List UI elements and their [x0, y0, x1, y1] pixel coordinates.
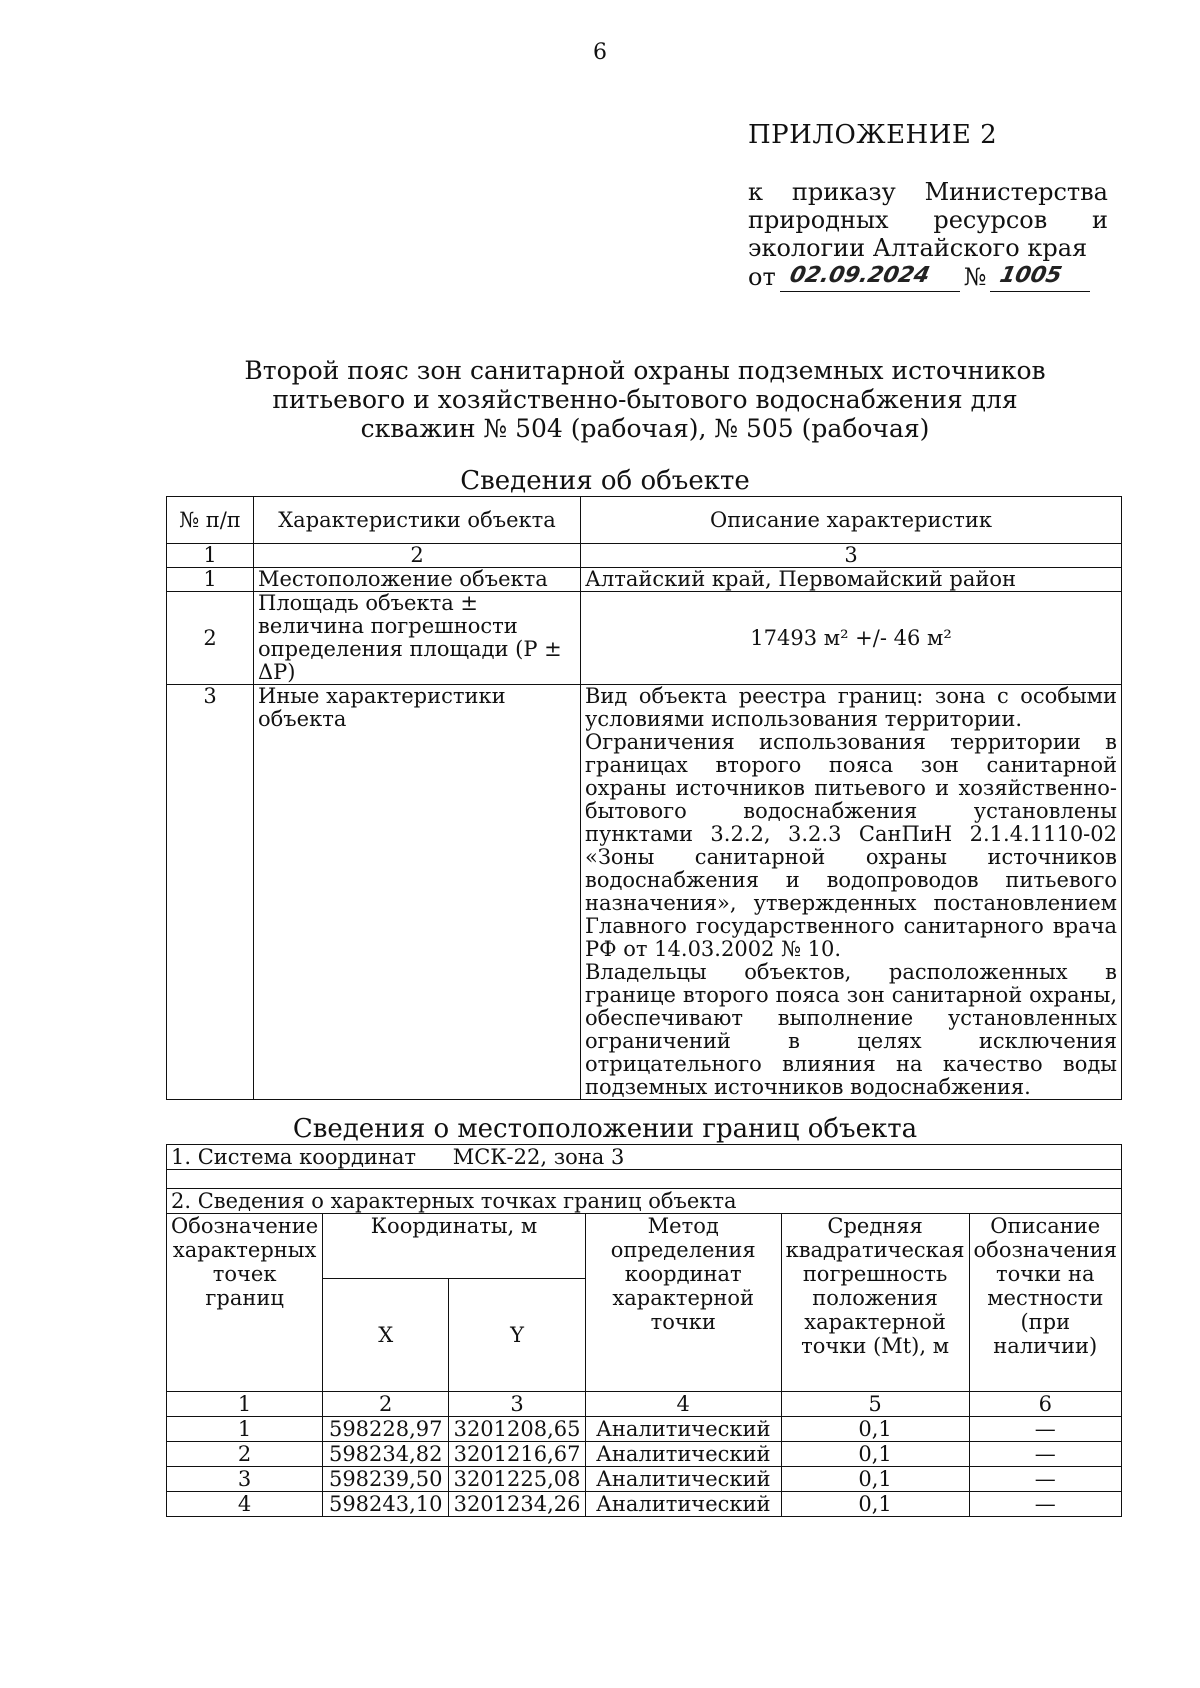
- number-value: 1005: [997, 263, 1065, 288]
- table-row: [167, 592, 1122, 685]
- boundaries-title: Сведения о местоположении границ объекта: [292, 1114, 918, 1144]
- numbering-cell: 3: [449, 1392, 586, 1417]
- point-x: 598228,97: [323, 1417, 449, 1442]
- row-desc: Алтайский край, Первомайский район: [581, 568, 1122, 592]
- point-x: 598234,82: [323, 1442, 449, 1467]
- numbering-cell: 2: [323, 1392, 449, 1417]
- date-value: 02.09.2024: [787, 263, 932, 288]
- appendix-date-line: [748, 262, 1108, 292]
- table-row: [167, 1467, 1122, 1492]
- coord-system-value: МСК-22, зона 3: [452, 1145, 625, 1169]
- header-x: X: [323, 1279, 449, 1392]
- desc-paragraph: Ограничения использования территории в границах второго пояса зон санитарной охраны источников питьевого и хозяйственно-бытового водоснабжения установлены пунктами 3.2.2, 3.2.3 СанПиН 2.1.4.1110-02 «Зоны санитарной охраны источников водоснабжения и водопроводов питьевого назначения», утвержденных постановлением Главного государственного санитарного врача РФ от 14.03.2002 № 10.: [585, 730, 1117, 961]
- desc-paragraph: Вид объекта реестра границ: зона с особыми условиями использования территории.: [585, 684, 1117, 731]
- points-label-row: [167, 1189, 1122, 1214]
- page-number: 6: [593, 40, 607, 65]
- numbering-cell: 4: [585, 1392, 781, 1417]
- row-desc: 17493 м² +/- 46 м²: [581, 592, 1122, 685]
- object-info-title: Сведения об объекте: [460, 466, 750, 496]
- appendix-text: к приказу Министерства природных ресурсов и экологии Алтайского края: [748, 178, 1108, 262]
- header-row: [167, 1214, 1122, 1279]
- point-desc: —: [969, 1467, 1121, 1492]
- numbering-cell: 3: [581, 544, 1122, 568]
- numbering-row: [167, 544, 1122, 568]
- point-mt: 0,1: [781, 1442, 969, 1467]
- numbering-cell: 6: [969, 1392, 1121, 1417]
- appendix-block: [748, 120, 1108, 292]
- row-num: 3: [167, 685, 254, 1100]
- header-row: [167, 497, 1122, 544]
- header-method: Метод определения координат характерной точки: [585, 1214, 781, 1392]
- date-prefix: от: [748, 263, 776, 291]
- document-title: Второй пояс зон санитарной охраны подземных источников питьевого и хозяйственно-бытового водоснабжения для скважин № 504 (рабочая), № 505 (рабочая): [244, 356, 1046, 443]
- spacer-cell: [167, 1170, 1122, 1189]
- table-row: [167, 685, 1122, 1100]
- point-id: 2: [167, 1442, 323, 1467]
- point-mt: 0,1: [781, 1417, 969, 1442]
- appendix-title: ПРИЛОЖЕНИЕ 2: [748, 120, 998, 150]
- row-name: Иные характеристики объекта: [254, 685, 581, 1100]
- point-method: Аналитический: [585, 1492, 781, 1517]
- point-y: 3201225,08: [449, 1467, 586, 1492]
- row-desc: [581, 685, 1122, 1100]
- row-num: 2: [167, 592, 254, 685]
- header-num: № п/п: [167, 497, 254, 544]
- boundaries-table: [166, 1144, 1122, 1517]
- header-designation: Обозначение характерных точек границ: [167, 1214, 323, 1392]
- desc-paragraph: Владельцы объектов, расположенных в границе второго пояса зон санитарной охраны, обеспечивают выполнение установленных ограничений в целях исключения отрицательного влияния на качество воды подземных источников водоснабжения.: [585, 960, 1117, 1099]
- row-name: Местоположение объекта: [254, 568, 581, 592]
- object-info-table: [166, 496, 1122, 1100]
- point-method: Аналитический: [585, 1467, 781, 1492]
- table-row: [167, 568, 1122, 592]
- point-method: Аналитический: [585, 1442, 781, 1467]
- coord-system-row: [167, 1145, 1122, 1170]
- table-row: [167, 1492, 1122, 1517]
- table-row: [167, 1442, 1122, 1467]
- point-desc: —: [969, 1442, 1121, 1467]
- point-x: 598239,50: [323, 1467, 449, 1492]
- row-name: Площадь объекта ± величина погрешности определения площади (P ± ΔP): [254, 592, 581, 685]
- point-x: 598243,10: [323, 1492, 449, 1517]
- point-id: 1: [167, 1417, 323, 1442]
- coord-system-cell: [167, 1145, 1122, 1170]
- points-label: 2. Сведения о характерных точках границ объекта: [167, 1189, 1122, 1214]
- header-description: Описание характеристик: [581, 497, 1122, 544]
- point-method: Аналитический: [585, 1417, 781, 1442]
- point-y: 3201216,67: [449, 1442, 586, 1467]
- point-desc: —: [969, 1492, 1121, 1517]
- number-field: [990, 263, 1090, 292]
- header-description: Описание обозначения точки на местности (при наличии): [969, 1214, 1121, 1392]
- header-coords: Координаты, м: [323, 1214, 586, 1279]
- header-y: Y: [449, 1279, 586, 1392]
- point-y: 3201234,26: [449, 1492, 586, 1517]
- point-id: 4: [167, 1492, 323, 1517]
- point-mt: 0,1: [781, 1467, 969, 1492]
- date-field: [780, 263, 960, 292]
- numbering-cell: 5: [781, 1392, 969, 1417]
- header-characteristic: Характеристики объекта: [254, 497, 581, 544]
- numbering-cell: 1: [167, 1392, 323, 1417]
- coord-system-label: 1. Система координат: [171, 1145, 417, 1169]
- header-error: Средняя квадратическая погрешность положения характерной точки (Mt), м: [781, 1214, 969, 1392]
- row-num: 1: [167, 568, 254, 592]
- point-mt: 0,1: [781, 1492, 969, 1517]
- numbering-cell: 1: [167, 544, 254, 568]
- point-desc: —: [969, 1417, 1121, 1442]
- table-row: [167, 1417, 1122, 1442]
- point-y: 3201208,65: [449, 1417, 586, 1442]
- numbering-row: [167, 1392, 1122, 1417]
- spacer-row: [167, 1170, 1122, 1189]
- number-prefix: №: [963, 263, 987, 291]
- point-id: 3: [167, 1467, 323, 1492]
- numbering-cell: 2: [254, 544, 581, 568]
